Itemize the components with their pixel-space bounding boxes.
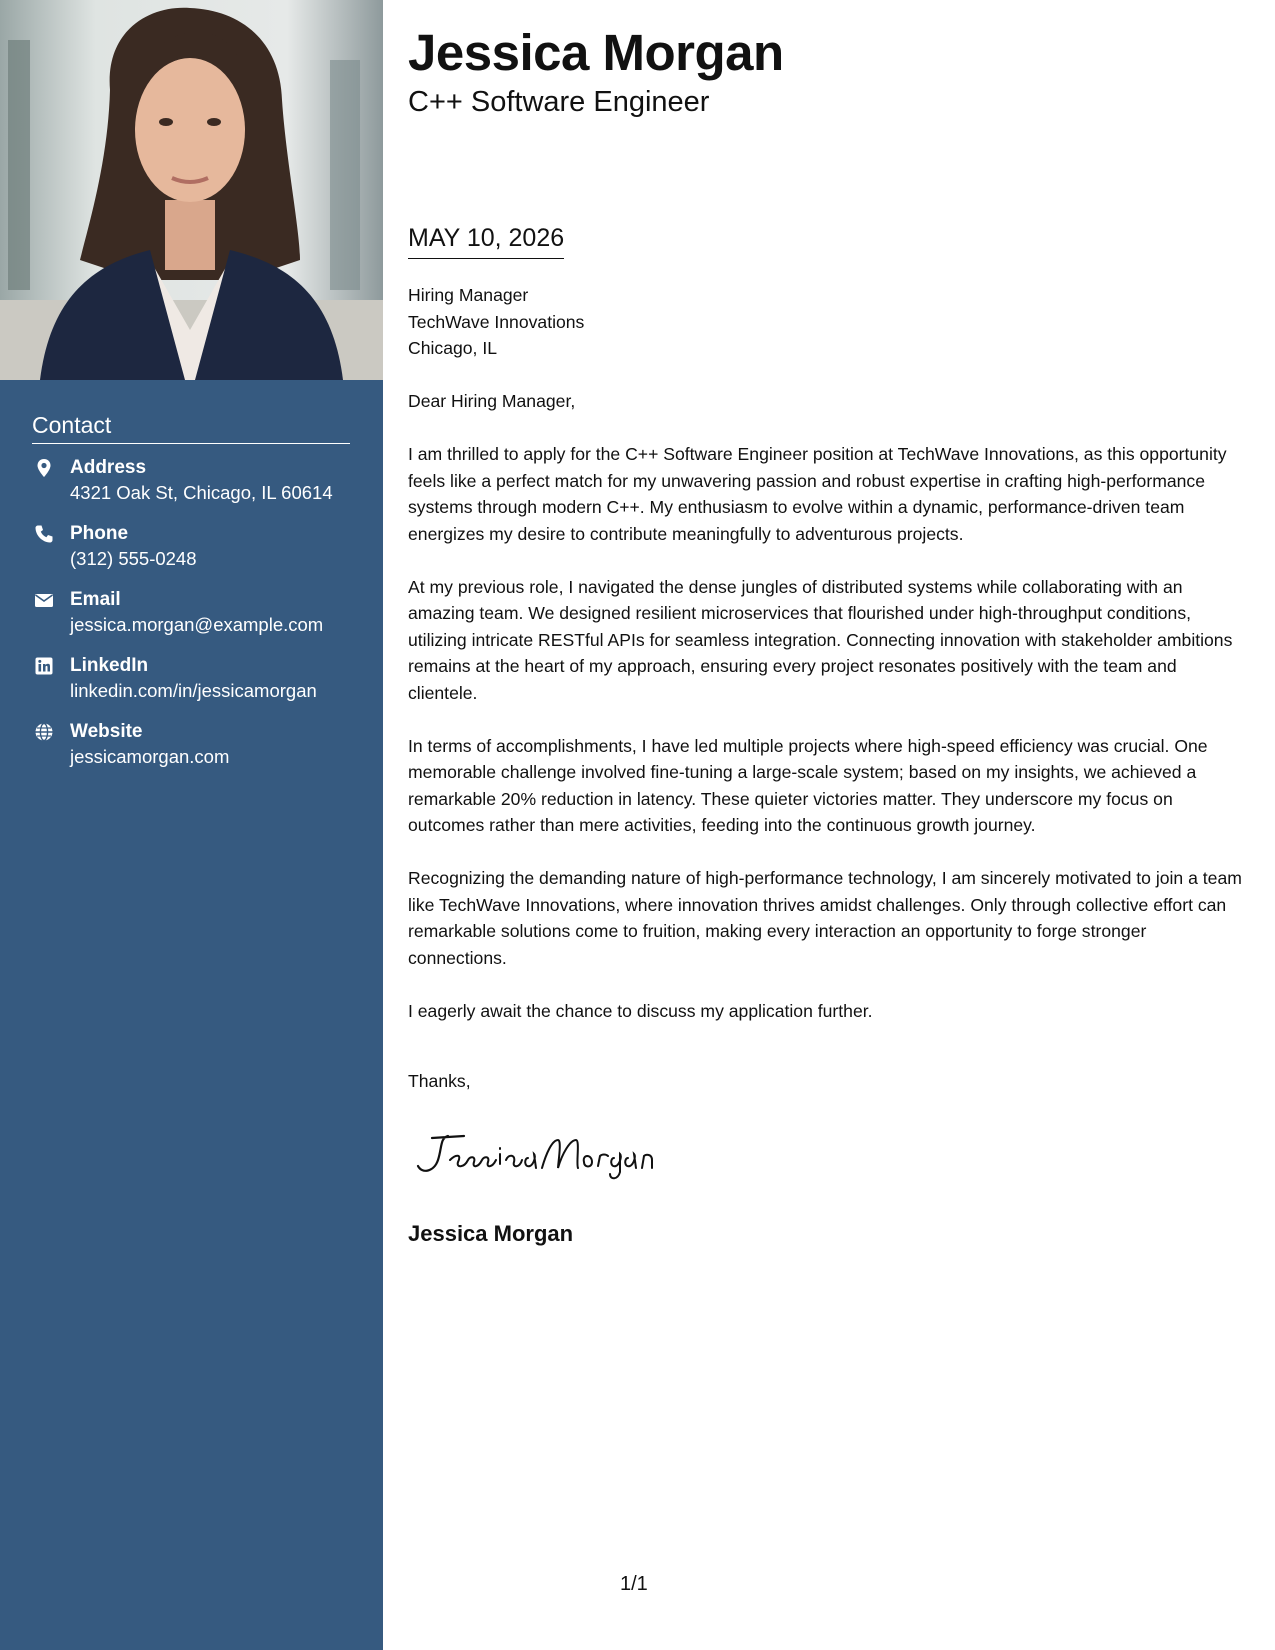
applicant-name: Jessica Morgan xyxy=(408,24,784,81)
contact-value: 4321 Oak St, Chicago, IL 60614 xyxy=(70,482,333,503)
contact-value[interactable]: jessica.morgan@example.com xyxy=(70,614,324,635)
recipient-line: Chicago, IL xyxy=(408,338,497,358)
contact-linkedin xyxy=(32,654,350,703)
sidebar xyxy=(0,0,383,1650)
contact-label: Phone xyxy=(70,523,129,544)
contact-email xyxy=(32,588,350,637)
envelope-icon xyxy=(34,590,54,610)
contact-section xyxy=(32,412,350,786)
letter-paragraph: I eagerly await the chance to discuss my application further. xyxy=(408,1000,873,1021)
signed-name: Jessica Morgan xyxy=(408,1221,574,1246)
contact-value[interactable]: linkedin.com/in/jessicamorgan xyxy=(70,680,317,701)
letter-date: MAY 10, 2026 xyxy=(408,222,564,259)
contact-value[interactable]: jessicamorgan.com xyxy=(70,746,230,767)
recipient-line: TechWave Innovations xyxy=(408,311,585,332)
linkedin-icon xyxy=(34,656,54,676)
page-number: 1/1 xyxy=(620,1573,648,1595)
letter-paragraph: I am thrilled to apply for the C++ Software Engineer position at TechWave Innovations, as this opportunity feels like a perfect match for my unwavering passion and robust expertise in crafting high-performance systems through modern C++. My enthusiasm to evolve within a dynamic, performance-driven team energizes my desire to contribute meaningfully to adventurous projects. xyxy=(408,444,1227,544)
phone-icon xyxy=(34,524,54,544)
globe-icon xyxy=(34,722,54,742)
letter-paragraph: Recognizing the demanding nature of high-performance technology, I am sincerely motivated to join a team like TechWave Innovations, where innovation thrives amidst challenges. Only through collective effort can remarkable solutions come to fruition, making every interaction an opportunity to forge stronger connections. xyxy=(408,868,1242,968)
salutation: Dear Hiring Manager, xyxy=(408,391,576,411)
job-title: C++ Software Engineer xyxy=(408,86,710,118)
contact-label: Website xyxy=(70,721,143,742)
contact-value: (312) 555-0248 xyxy=(70,548,197,569)
recipient-block xyxy=(408,282,1243,362)
contact-label: Email xyxy=(70,589,121,610)
letter-paragraph: In terms of accomplishments, I have led multiple projects where high-speed efficiency was crucial. One memorable challenge involved fine-tuning a large-scale system; based on my insights, we achieved a remarkable 20% reduction in latency. These quieter victories matter. They underscore my focus on outcomes rather than mere activities, feeding into the continuous growth journey. xyxy=(408,735,1208,835)
contact-label: Address xyxy=(70,457,147,478)
profile-photo xyxy=(0,0,383,380)
contact-address xyxy=(32,456,350,505)
recipient-line: Hiring Manager xyxy=(408,285,529,305)
map-pin-icon xyxy=(34,458,54,478)
handwritten-signature xyxy=(412,1124,672,1184)
letter-paragraph: At my previous role, I navigated the dense jungles of distributed systems while collaborating with an amazing team. We designed resilient microservices that flourished under high-throughput conditions, utilizing intricate RESTful APIs for seamless integration. Connecting innovation with stakeholder ambitions remains at the heart of my approach, ensuring every project resonates positively with the team and clientele. xyxy=(408,576,1233,703)
contact-website xyxy=(32,720,350,769)
contact-label: LinkedIn xyxy=(70,655,149,676)
letter-body xyxy=(408,282,1243,1095)
contact-phone xyxy=(32,522,350,571)
contact-heading: Contact xyxy=(32,412,350,444)
closing: Thanks, xyxy=(408,1071,471,1091)
